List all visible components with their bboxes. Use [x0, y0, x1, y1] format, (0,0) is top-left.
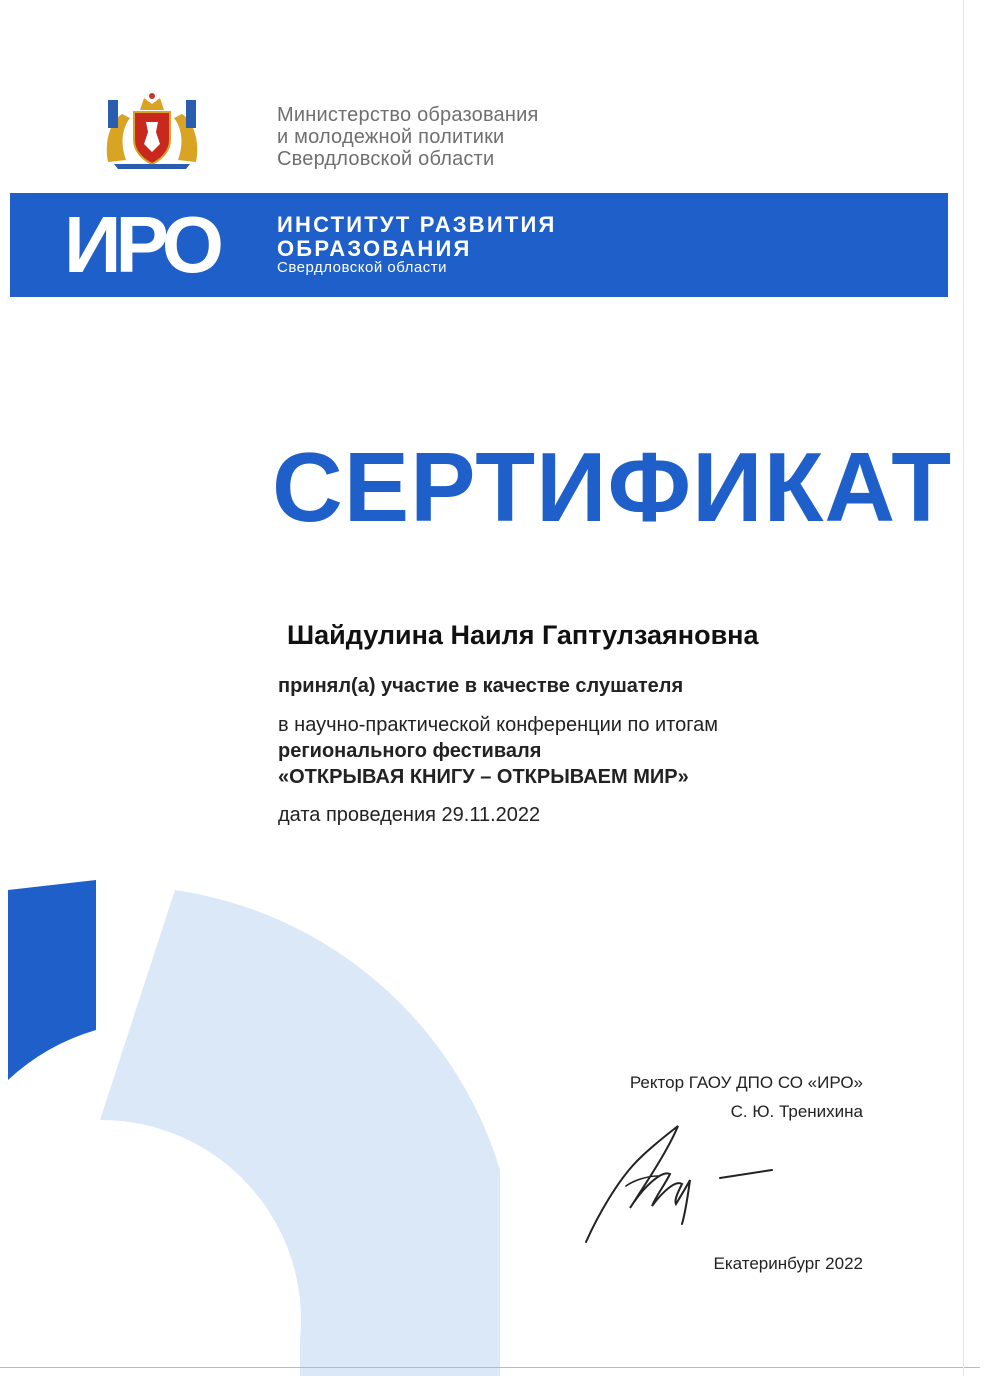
scan-edge-bottom	[0, 1367, 980, 1368]
ministry-line-3: Свердловской области	[277, 148, 495, 170]
iro-logo	[64, 212, 244, 276]
city-and-year: Екатеринбург 2022	[713, 1254, 863, 1273]
ministry-line-1: Министерство образования	[277, 104, 539, 126]
decorative-arcs	[0, 870, 500, 1376]
participation-role: принял(а) участие в качестве слушателя	[278, 675, 684, 697]
event-date: дата проведения 29.11.2022	[278, 804, 541, 826]
signatory-position: Ректор ГАОУ ДПО СО «ИРО»	[629, 1073, 863, 1092]
handwritten-signature	[578, 1120, 788, 1250]
ministry-name	[277, 104, 539, 170]
ministry-line-2: и молодежной политики	[277, 126, 505, 148]
recipient-name: Шайдулина Наиля Гаптулзаяновна	[287, 620, 759, 650]
institute-name-line-1: ИНСТИТУТ РАЗВИТИЯ	[277, 212, 557, 237]
event-description-line-1: в научно-практической конференции по итогам	[278, 714, 718, 736]
blue-arc	[8, 880, 96, 1080]
event-description-line-2: регионального фестиваля	[278, 740, 542, 762]
scan-edge-right	[963, 0, 964, 1376]
light-arc	[100, 890, 500, 1376]
event-title: «ОТКРЫВАЯ КНИГУ – ОТКРЫВАЕМ МИР»	[278, 766, 689, 788]
coat-of-arms-icon	[100, 92, 204, 170]
signatory-name: С. Ю. Тренихина	[730, 1102, 863, 1121]
institute-name-line-2: ОБРАЗОВАНИЯ	[277, 236, 472, 261]
institute-region: Свердловской области	[277, 259, 448, 276]
iro-logo-text: ИРО	[64, 212, 219, 276]
certificate-title: СЕРТИФИКАТ	[272, 432, 953, 542]
